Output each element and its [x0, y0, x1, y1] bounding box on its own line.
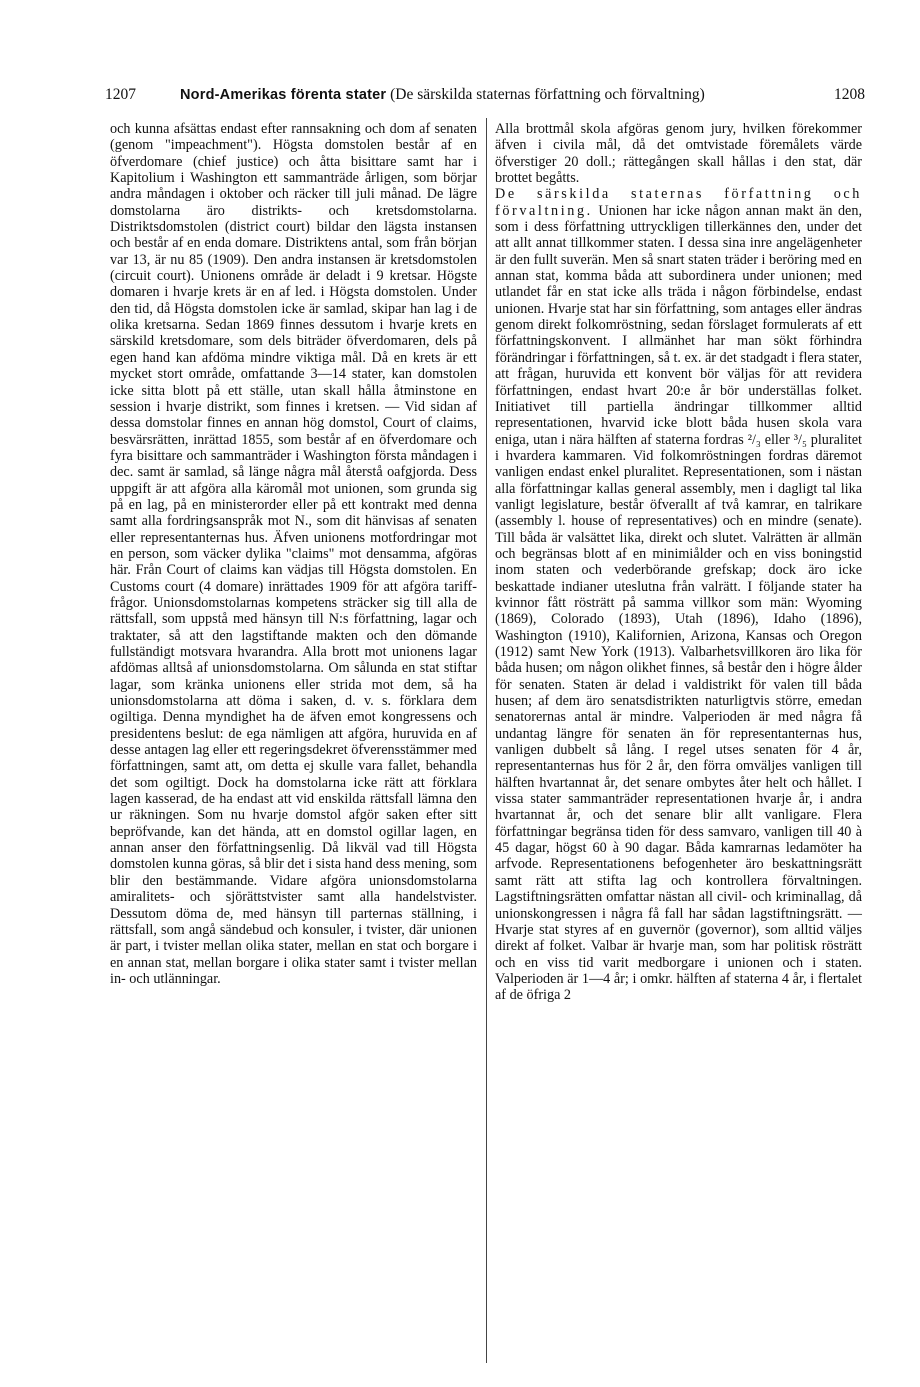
- running-title-main: Nord-Amerikas förenta stater: [180, 87, 387, 103]
- page-header: [105, 86, 865, 108]
- page-number-left: 1207: [105, 86, 136, 103]
- section-heading: De särskilda staternas författning och förvaltning.: [495, 186, 862, 219]
- left-column-text: och kunna afsättas endast efter rannsakning och dom af senaten (genom "impeachment"). Högsta domstolen består af en öfverdomare (chief justice) och åtta bisittare samt har i Kapitolium i Washington ett sammanträde årligen, som börjar andra måndagen i oktober och räcker till juli månad. De lägre domstolarna äro distrikts- och kretsdomstolarna. Distriktsdomstolen (district court) bildar den lägsta instansen och består af en enda domare. Distriktens antal, som från början var 13, är nu 85 (1909). Den andra instansen är kretsdomstolen (circuit court). Unionens område är deladt i 9 kretsar. Högste domaren i hvarje krets är en af led. i Högsta domstolen. Under den tid, då Högsta domstolen icke är samlad, skipar han lag i de olika kretsarna. Sedan 1869 finnes dessutom i hvarje krets en särskild kretsdomare, som dels biträder öfverdomaren, dels på egen hand kan afdöma mindre viktiga mål. Då en krets är ett mycket stort område, omfattande 3—14 stater, kan domstolen icke sitta blott på ett ställe, utan skall hålla åtminstone en session i hvarje distrikt, som finnes i kretsen. — Vid sidan af dessa domstolar finnes en annan hög domstol, Court of claims, besvärsrätten, inrättad 1855, som består af en öfverdomare och fyra bisittare och sammanträder i Washington första måndagen i dec. samt är samlad, så länge några mål återstå oafgjorda. Dess uppgift är att afgöra alla käromål mot unionen, som grunda sig på en lag, på en ministerorder eller på ett kontrakt med denna samt alla fordringsanspråk mot N., som dit hänvisas af senaten eller representanternas hus. Äfven unionens motfordringar mot en person, som väcker dylika "claims" mot densamma, afgöras här. Från Court of claims kan vädjas till Högsta domstolen. En Customs court (4 domare) inrättades 1909 för att afgöra tariff-frågor. Unionsdomstolarnas kompetens sträcker sig till alla de rättsfall, som uppstå med hänsyn till N:s författning, lagar och traktater, så att den lagstiftande makten och den dömande fullständigt motsvara hvarandra. Alla brott mot unionens lagar afdömas alltså af unionsdomstolarna. Om sålunda en stat stiftar lagar, som kränka unionens eller strida mot dem, så ha unionsdomstolarna att döma i saken, d. v. s. förklara dem ogiltiga. Denna myndighet ha de äfven emot kongressens och presidentens beslut: de ega nämligen att afgöra, huruvida en af desse antagen lag eller ett regeringsdekret öfverensstämmer med författningen, samt att, om detta ej skulle vara fallet, behandla det som ogiltigt. Dock ha domstolarna icke rätt att förklara lagen kasserad, de ha endast att vid enskilda rättsfall lämna den ur räkningen. Som nu hvarje domstol afgör saken efter sitt bepröfvande, kan det hända, att en domstol ogillar lagen, en annan anser den författningsenlig. Då likväl vad till Högsta domstolen kunna göras, så blir det i sista hand dess mening, som blir den bestämmande. Vidare afgöra unionsdomstolarna amiralitets- och sjörättstvister samt alla handelstvister. Dessutom döma de, med hänsyn till parternas ställning, i rättsfall, som angå sändebud och konsuler, i tvister, där unionen är part, i tvister mellan olika stater, mellan en stat och borgare i en annan stat, mellan borgare i olika stater samt i tvister mellan in- och utlänningar.: [110, 121, 477, 987]
- left-column: [110, 121, 477, 987]
- right-column: [495, 121, 862, 1004]
- right-paragraph-2: Unionen har icke någon annan makt än den, som i dess författning uttryckligen tillerkännes den, under det att allt annat tillkommer staten. I dessa sina inre angelägenheter är den fullt suverän. Men så snart staten träder i beröring med en annan stat, komma båda att subordinera under unionen; med utlandet får en stat icke alls träda i någon förbindelse, endast unionen. Hvarje stat har sin författning, som antages eller ändras genom direkt folkomröstning, sedan förslaget formulerats af ett författningskonvent. I allmänhet har man sökt förhindra förändringar i författningen, så t. ex. är det stadgadt i flera stater, att frågan, huruvida ett konvent bör väljas för att revidera författningen, endast hvart 20:e år bör underställas folket. Initiativet till partiella ändringar tillkommer alltid representationen, hvarvid icke blott båda husen skola vara eniga, utan i nära hälften af staterna fordras ²/₃ eller ³/₅ pluralitet i hvardera kammaren. Vid folkomröstningen fordras däremot vanligen endast enkel pluralitet. Representationen, som i nästan alla författningar kallas general assembly, men i dagligt tal lika vanligt legislature, består öfverallt af två kamrar, en talrikare (assembly l. house of representatives) och en mindre (senate). Till båda är valsättet lika, direkt och slutet. Valrätten är allmän och begränsas blott af en minimiålder och en viss boningstid inom staten och vederbörande grefskap; dock äro icke beskattade indianer uteslutna från valrätt. I följande stater ha kvinnor fått rösträtt på samma villkor som män: Wyoming (1869), Colorado (1893), Utah (1896), Idaho (1896), Washington (1910), Kalifornien, Arizona, Kansas och Oregon (1912) samt New York (1913). Valbarhetsvillkoren äro lika för båda husen; om någon olikhet finnes, så består den i högre ålder för senaten. Staten är delad i valdistrikt för valen till båda husen; af dem äro senatsdistrikten naturligtvis större, emedan senatorernas antal är mindre. Valperioden är med några få undantag längre för senaten än för representanternas hus, vanligen dubbelt så lång. I regel utses senaten för 4 år, representanternas hus för 2 år, den förra omväljes vanligen till hälften hvartannat år, det senare ombytes åter helt och hållet. I vissa stater sammanträder representationen hvarje år, i andra hvartannat år, och det senare blir allt vanligare. Flera författningar begränsa tiden för dess samvaro, vanligen till 40 à 45 dagar, högst 60 à 90 dagar. Båda kamrarnas ledamöter ha arfvode. Representationens befogenheter äro beskattningsrätt samt rätt att stifta lag och kontrollera förvaltningen. Lagstiftningsrätten omfattar nästan all civil- och kriminallag, då unionskongressen i några få fall har sådan lagstiftningsrätt. — Hvarje stat styres af en guvernör (governor), som alltid väljes direkt af folket. Valbar är hvarje man, som har politisk rösträtt och en viss tid varit medborgare i unionen och i staten. Valperioden är 1—4 år; i omkr. hälften af staterna 4 år, i flertalet af de öfriga 2: [495, 202, 862, 1004]
- right-paragraph-1: Alla brottmål skola afgöras genom jury, hvilken förekommer äfven i civila mål, då det omtvistade föremålets värde öfverstiger 20 doll.; rättegången skall hållas i den stat, där brottet begåtts.: [495, 121, 862, 187]
- running-title-sub: (De särskilda staternas författning och förvaltning): [390, 86, 705, 103]
- column-divider: [486, 118, 487, 1363]
- running-title: [180, 86, 705, 104]
- page-number-right: 1208: [834, 86, 865, 103]
- right-section: [495, 186, 862, 1003]
